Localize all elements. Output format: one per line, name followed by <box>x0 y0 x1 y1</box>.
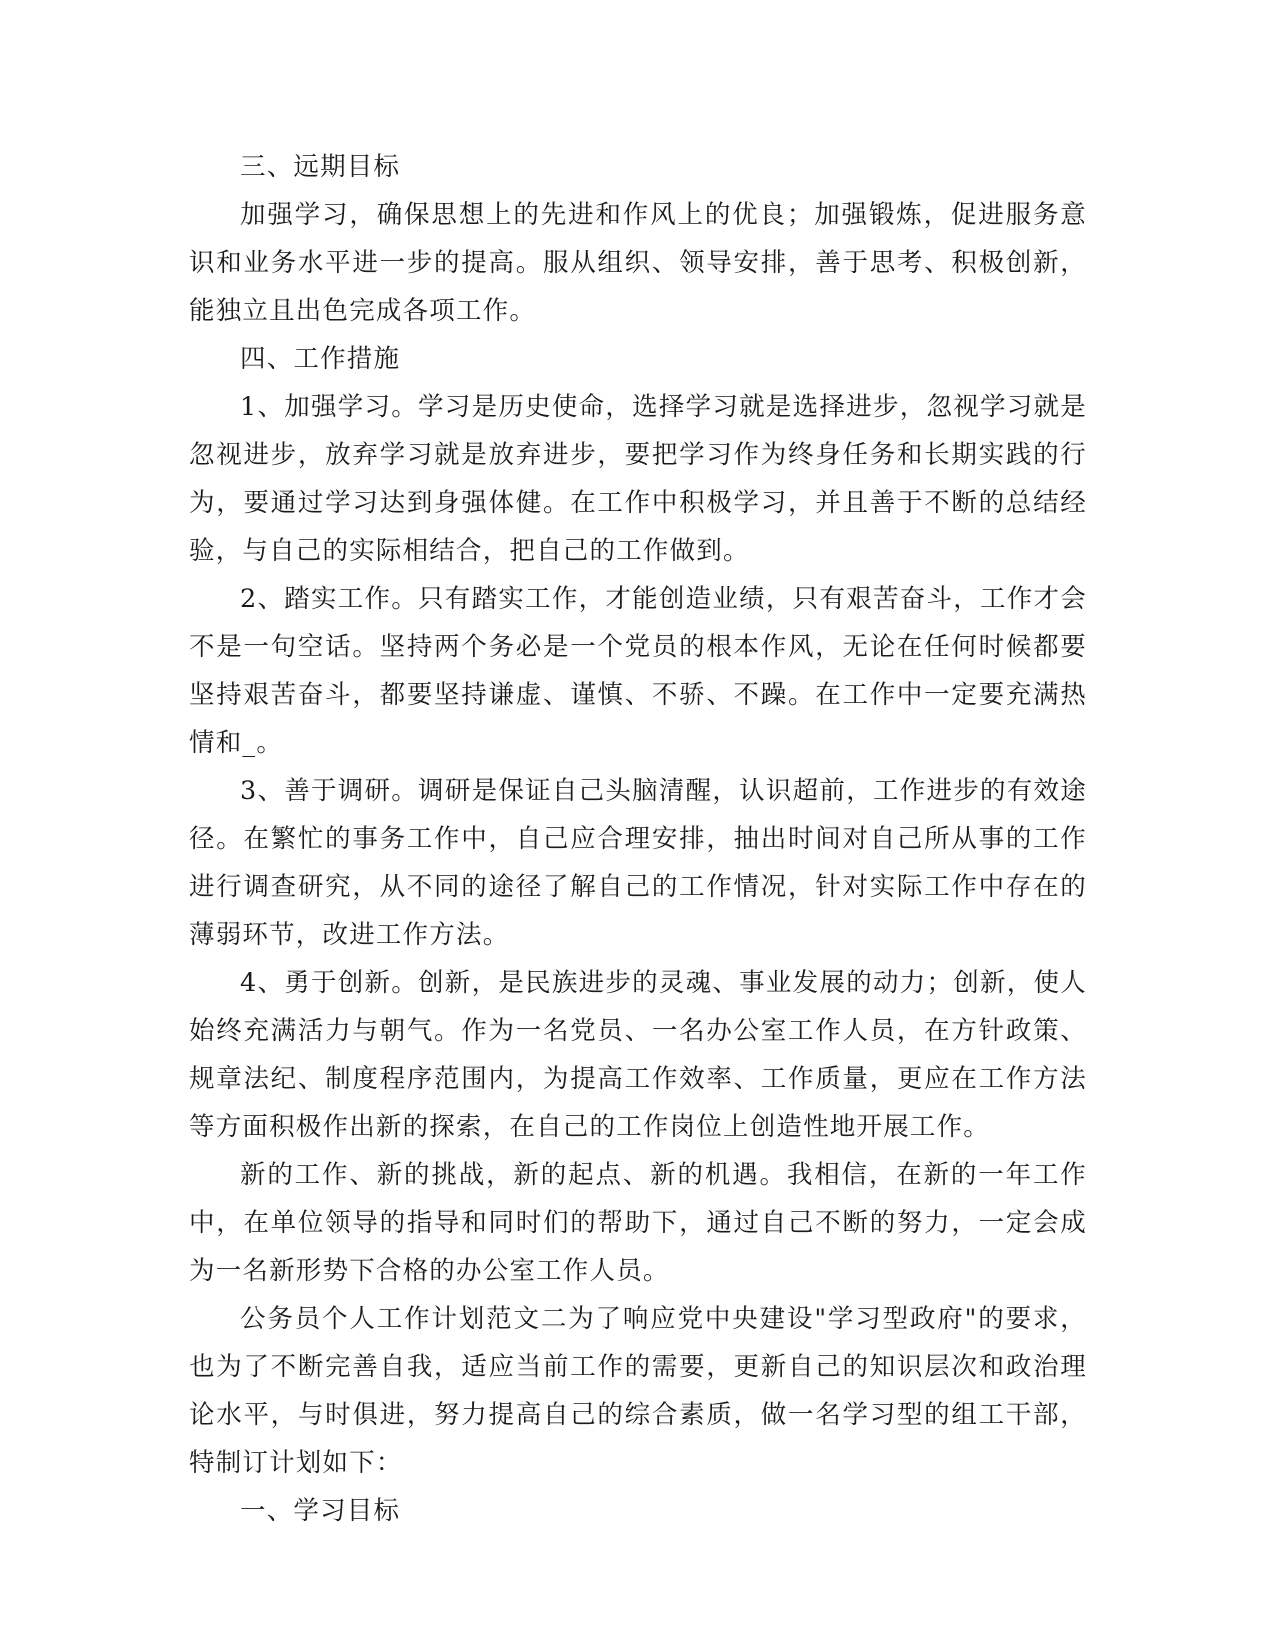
section-heading-work-measures: 四、工作措施 <box>240 344 401 374</box>
section-heading-study-goals: 一、学习目标 <box>240 1496 401 1526</box>
paragraph-measure-work: 2、踏实工作。只有踏实工作，才能创造业绩，只有艰苦奋斗，工作才会不是一句空话。坚持两个务必是一个党员的根本作风，无论在任何时候都要坚持艰苦奋斗，都要坚持谦虚、谨慎、不骄、不躁。在工作中一定要充满热情和_。 <box>189 584 1087 758</box>
paragraph-long-term-goals: 加强学习，确保思想上的先进和作风上的优良；加强锻炼，促进服务意识和业务水平进一步的提高。服从组织、领导安排，善于思考、积极创新，能独立且出色完成各项工作。 <box>189 200 1087 326</box>
document-body <box>189 143 1087 1535</box>
paragraph-measure-research: 3、善于调研。调研是保证自己头脑清醒，认识超前，工作进步的有效途径。在繁忙的事务工作中，自己应合理安排，抽出时间对自己所从事的工作进行调查研究，从不同的途径了解自己的工作情况，针对实际工作中存在的薄弱环节，改进工作方法。 <box>189 776 1087 950</box>
paragraph-sample-two-intro: 公务员个人工作计划范文二为了响应党中央建设"学习型政府"的要求，也为了不断完善自我，适应当前工作的需要，更新自己的知识层次和政治理论水平，与时俱进，努力提高自己的综合素质，做一名学习型的组工干部，特制订计划如下： <box>189 1304 1087 1478</box>
paragraph-measure-innovation: 4、勇于创新。创新，是民族进步的灵魂、事业发展的动力；创新，使人始终充满活力与朝气。作为一名党员、一名办公室工作人员，在方针政策、规章法纪、制度程序范围内，为提高工作效率、工作质量，更应在工作方法等方面积极作出新的探索，在自己的工作岗位上创造性地开展工作。 <box>189 968 1087 1142</box>
section-heading-long-term-goals: 三、远期目标 <box>240 152 401 182</box>
paragraph-conclusion: 新的工作、新的挑战，新的起点、新的机遇。我相信，在新的一年工作中，在单位领导的指导和同时们的帮助下，通过自己不断的努力，一定会成为一名新形势下合格的办公室工作人员。 <box>189 1160 1087 1286</box>
paragraph-measure-study: 1、加强学习。学习是历史使命，选择学习就是选择进步，忽视学习就是忽视进步，放弃学习就是放弃进步，要把学习作为终身任务和长期实践的行为，要通过学习达到身强体健。在工作中积极学习，并且善于不断的总结经验，与自己的实际相结合，把自己的工作做到。 <box>189 392 1087 566</box>
